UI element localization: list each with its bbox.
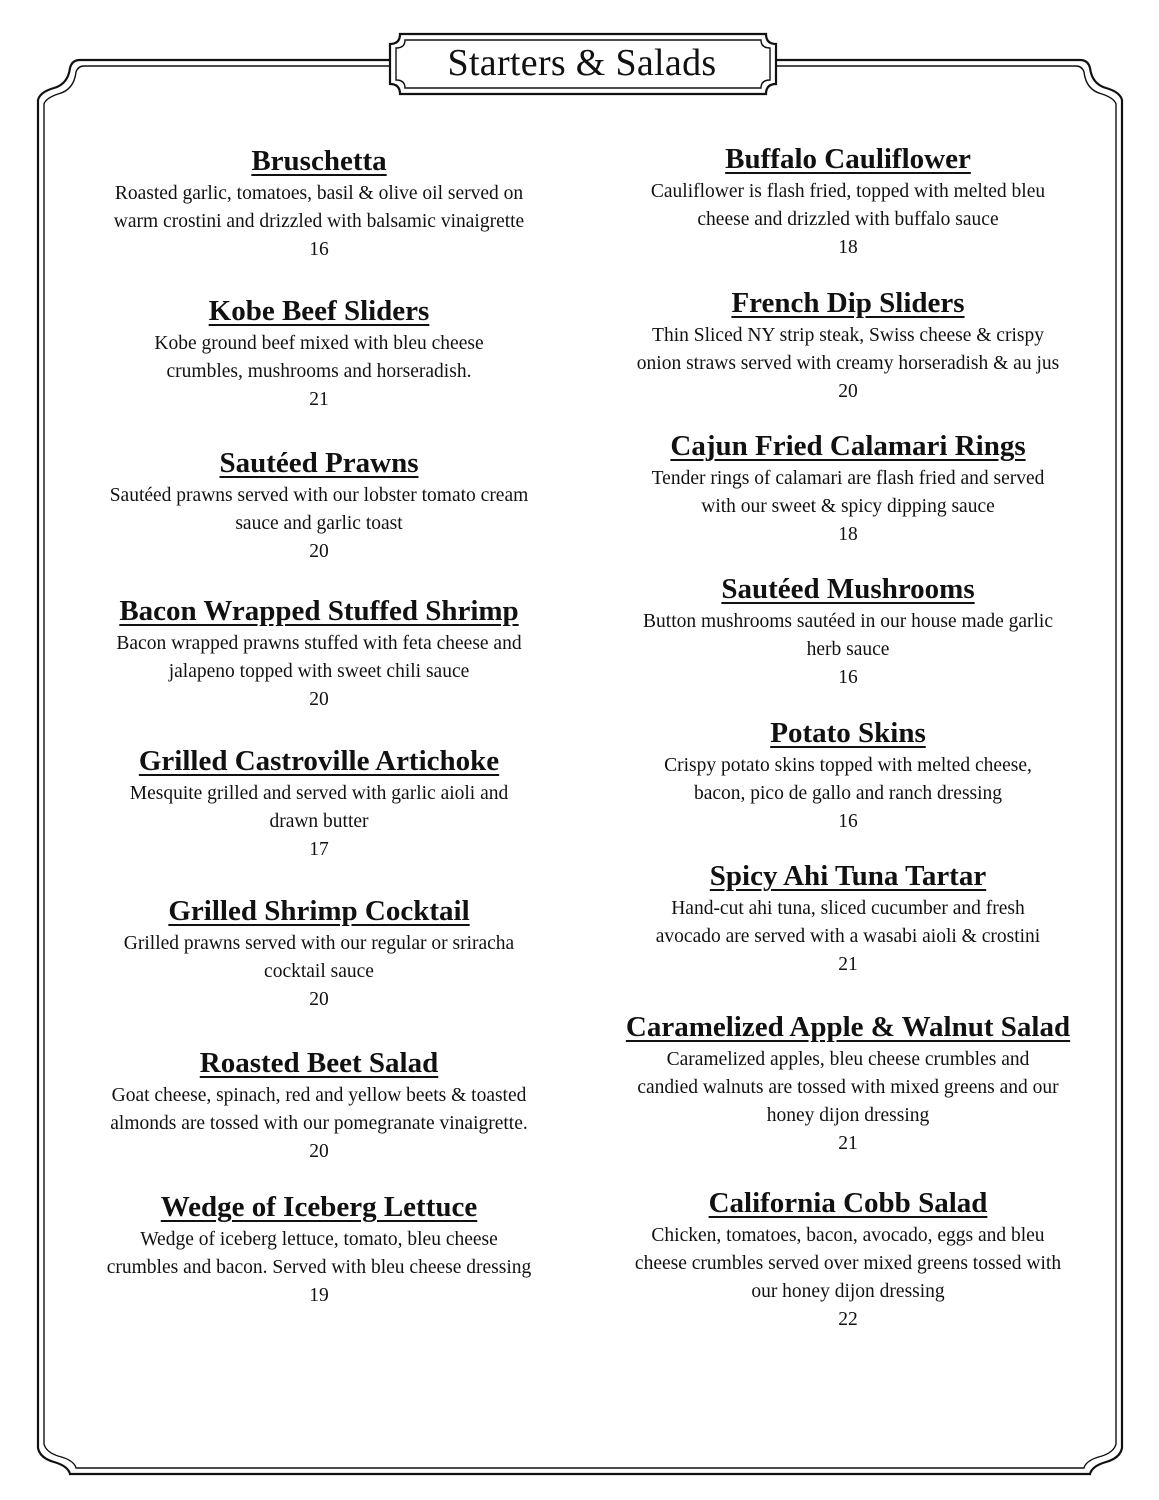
item-price: 20 xyxy=(309,989,329,1010)
item-name: Bruschetta xyxy=(251,145,387,177)
item-price: 18 xyxy=(838,237,858,258)
item-description: Grilled prawns served with our regular or sriracha cocktail sauce xyxy=(123,933,515,982)
item-price: 20 xyxy=(309,689,329,710)
menu-item xyxy=(62,1046,576,1166)
item-name: Sautéed Mushrooms xyxy=(721,573,975,605)
item-name: Caramelized Apple & Walnut Salad xyxy=(625,1011,1071,1043)
item-price: 20 xyxy=(838,381,858,402)
item-price: 16 xyxy=(838,667,858,688)
menu-item xyxy=(590,859,1106,979)
item-description: Mesquite grilled and served with garlic aioli and drawn butter xyxy=(129,783,509,832)
item-price: 16 xyxy=(838,811,858,832)
menu-item xyxy=(62,144,576,264)
item-description: Wedge of iceberg lettuce, tomato, bleu cheese crumbles and bacon. Served with bleu cheese dressing xyxy=(106,1229,532,1278)
item-price: 20 xyxy=(309,541,329,562)
item-name: Grilled Castroville Artichoke xyxy=(138,745,500,777)
menu-item xyxy=(590,429,1106,549)
menu-item xyxy=(62,594,576,714)
menu-item xyxy=(590,716,1106,836)
item-description: Bacon wrapped prawns stuffed with feta cheese and jalapeno topped with sweet chili sauce xyxy=(116,633,522,682)
item-price: 21 xyxy=(838,1133,858,1154)
item-name: Sautéed Prawns xyxy=(219,447,419,479)
item-description: Sautéed prawns served with our lobster tomato cream sauce and garlic toast xyxy=(109,485,529,534)
menu-item xyxy=(62,1190,576,1310)
item-price: 21 xyxy=(309,389,329,410)
item-price: 16 xyxy=(309,239,329,260)
item-name: Wedge of Iceberg Lettuce xyxy=(160,1191,478,1223)
item-price: 20 xyxy=(309,1141,329,1162)
menu-item xyxy=(62,294,576,414)
item-name: Bacon Wrapped Stuffed Shrimp xyxy=(119,595,519,627)
item-name: French Dip Sliders xyxy=(731,287,965,319)
menu-item xyxy=(590,572,1106,692)
item-name: Kobe Beef Sliders xyxy=(208,295,430,327)
item-description: Crispy potato skins topped with melted cheese, bacon, pico de gallo and ranch dressing xyxy=(664,755,1032,804)
item-price: 17 xyxy=(309,839,329,860)
item-price: 22 xyxy=(838,1309,858,1330)
item-name: Spicy Ahi Tuna Tartar xyxy=(709,860,987,892)
item-price: 19 xyxy=(309,1285,329,1306)
menu-item xyxy=(590,286,1106,406)
item-price: 21 xyxy=(838,954,858,975)
menu-item xyxy=(590,142,1106,262)
item-description: Roasted garlic, tomatoes, basil & olive oil served on warm crostini and drizzled with balsamic vinaigrette xyxy=(113,183,525,232)
menu-item xyxy=(62,744,576,864)
item-description: Hand-cut ahi tuna, sliced cucumber and fresh avocado are served with a wasabi aioli & crostini xyxy=(655,898,1041,947)
item-price: 18 xyxy=(838,524,858,545)
item-description: Button mushrooms sautéed in our house made garlic herb sauce xyxy=(643,611,1053,660)
item-name: Buffalo Cauliflower xyxy=(725,143,971,175)
item-description: Caramelized apples, bleu cheese crumbles and candied walnuts are tossed with mixed greens and our honey dijon dressing xyxy=(637,1049,1059,1126)
item-description: Tender rings of calamari are flash fried and served with our sweet & spicy dipping sauce xyxy=(651,468,1045,517)
item-description: Cauliflower is flash fried, topped with melted bleu cheese and drizzled with buffalo sauce xyxy=(650,181,1046,230)
menu-item xyxy=(62,446,576,566)
item-name: Cajun Fried Calamari Rings xyxy=(670,430,1026,462)
item-name: Potato Skins xyxy=(770,717,926,749)
item-description: Chicken, tomatoes, bacon, avocado, eggs and bleu cheese crumbles served over mixed greens tossed with our honey dijon dressing xyxy=(634,1225,1062,1302)
item-name: Grilled Shrimp Cocktail xyxy=(168,895,470,927)
item-description: Goat cheese, spinach, red and yellow beets & toasted almonds are tossed with our pomegranate vinaigrette. xyxy=(110,1085,528,1134)
item-description: Thin Sliced NY strip steak, Swiss cheese & crispy onion straws served with creamy horseradish & au jus xyxy=(636,325,1060,374)
menu-item xyxy=(590,1010,1106,1158)
item-name: Roasted Beet Salad xyxy=(199,1047,439,1079)
page-title: Starters & Salads xyxy=(447,42,717,84)
item-description: Kobe ground beef mixed with bleu cheese crumbles, mushrooms and horseradish. xyxy=(154,333,484,382)
menu-item xyxy=(62,894,576,1014)
menu-item xyxy=(590,1186,1106,1334)
item-name: California Cobb Salad xyxy=(708,1187,988,1219)
